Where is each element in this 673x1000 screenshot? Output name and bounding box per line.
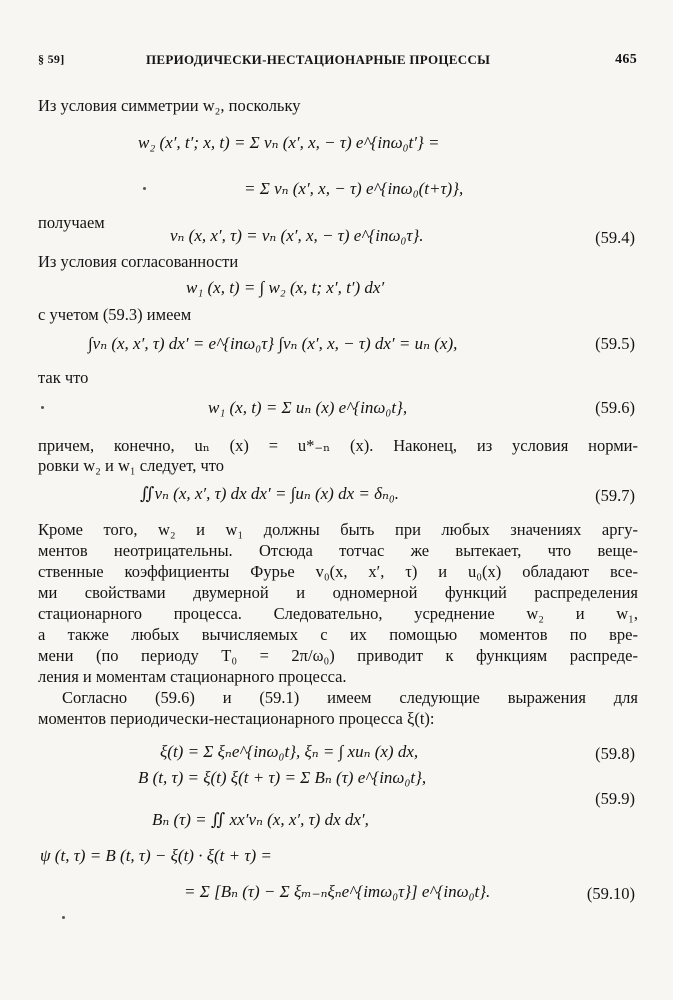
page-number: 465: [615, 52, 637, 67]
equation-59-6: [208, 398, 407, 418]
paragraph-line: ми свойствами двумерной и одномерной функций распределения: [38, 583, 638, 602]
equation-59-9-line2: [152, 810, 369, 830]
paragraph-line: ственные коэффициенты Фурье v₀(x, x′, τ) и u₀(x) обладают все-: [38, 562, 638, 581]
equation-text: = Σ vₙ (x′, x, − τ) e^{inω₀(t+τ)},: [244, 179, 464, 198]
equation-text: Bₙ (τ) = ∬ xx′vₙ (x, x′, τ) dx dx′,: [152, 810, 369, 829]
equation-text: vₙ (x, x′, τ) = vₙ (x′, x, − τ) e^{inω₀τ}.: [170, 226, 424, 245]
paragraph-line: а также любых вычисляемых с их помощью моментов по вре-: [38, 625, 638, 644]
section-number: § 59]: [38, 52, 65, 66]
equation-number-59-10: (59.10): [586, 884, 635, 903]
paragraph-line: моментов периодически-нестационарного процесса ξ(t):: [38, 709, 435, 728]
running-title: ПЕРИОДИЧЕСКИ-НЕСТАЦИОНАРНЫЕ ПРОЦЕССЫ: [146, 52, 491, 67]
equation-text: ψ (t, τ) = B (t, τ) − ξ(t) · ξ(t + τ) =: [40, 846, 272, 865]
equation-number-59-9: (59.9): [595, 789, 635, 808]
paragraph-line: ментов неотрицательны. Отсюда тотчас же вытекает, что веще-: [38, 541, 638, 560]
equation-59-10-line1: [40, 846, 272, 866]
paragraph-so-that: так что: [38, 368, 89, 387]
paragraph-symmetry: Из условия симметрии w₂, поскольку: [38, 96, 301, 115]
equation-text: = Σ [Bₙ (τ) − Σ ξₘ₋ₙξₙe^{imω₀τ}] e^{inω₀t}.: [184, 882, 491, 901]
equation-text: w₂ (x′, t′; x, t) = Σ vₙ (x′, x, − τ) e^{inω₀t′} =: [138, 133, 440, 152]
paragraph-normalization-2: ровки w₂ и w₁ следует, что: [38, 456, 224, 475]
equation-number-59-8: (59.8): [595, 744, 635, 763]
paragraph-line: мени (по периоду T₀ = 2π/ω₀) приводит к функциям распреде-: [38, 646, 638, 665]
equation-59-4: [170, 226, 424, 246]
equation-59-7: [140, 484, 399, 504]
equation-number-59-4: (59.4): [595, 228, 635, 247]
print-speck: [143, 187, 146, 190]
equation-text: w₁ (x, t) = Σ uₙ (x) e^{inω₀t},: [208, 398, 408, 417]
paragraph-line: Кроме того, w₂ и w₁ должны быть при любых значениях аргу-: [38, 520, 638, 539]
running-header: [38, 52, 637, 74]
paragraph-line: стационарного процесса. Следовательно, усреднение w₂ и w₁,: [38, 604, 638, 623]
equation-number-59-7: (59.7): [595, 486, 635, 505]
paragraph-line: Согласно (59.6) и (59.1) имеем следующие выражения для: [62, 688, 638, 707]
equation-symmetry-line2: [244, 179, 463, 199]
paragraph-consistency: Из условия согласованности: [38, 252, 239, 271]
equation-59-8: [160, 742, 418, 762]
equation-text: ξ(t) = Σ ξₙe^{inω₀t}, ξₙ = ∫ xuₙ (x) dx,: [160, 742, 419, 761]
equation-text: B (t, τ) = ξ(t) ξ(t + τ) = Σ Bₙ (τ) e^{inω₀t},: [138, 768, 427, 787]
paragraph-normalization-1: причем, конечно, uₙ (x) = u*₋ₙ (x). Наконец, из условия норми-: [38, 436, 638, 455]
equation-59-10-line2: [184, 882, 490, 902]
equation-symmetry-line1: [138, 133, 440, 153]
print-speck: [62, 916, 65, 919]
equation-59-9-line1: [138, 768, 426, 788]
equation-text: ∬vₙ (x, x′, τ) dx dx′ = ∫uₙ (x) dx = δₙ₀.: [140, 484, 400, 503]
print-speck: [41, 406, 44, 409]
paragraph-with-59-3: с учетом (59.3) имеем: [38, 305, 192, 324]
equation-number-59-6: (59.6): [595, 398, 635, 417]
equation-text: ∫vₙ (x, x′, τ) dx′ = e^{inω₀τ} ∫vₙ (x′, x, − τ) dx′ = uₙ (x),: [88, 334, 458, 353]
equation-w1-integral: [186, 278, 384, 298]
equation-text: w₁ (x, t) = ∫ w₂ (x, t; x′, t′) dx′: [186, 278, 385, 297]
paragraph-obtain: получаем: [38, 213, 105, 232]
equation-number-59-5: (59.5): [595, 334, 635, 353]
paragraph-line: ления и моментам стационарного процесса.: [38, 667, 347, 686]
equation-59-5: [88, 334, 457, 354]
